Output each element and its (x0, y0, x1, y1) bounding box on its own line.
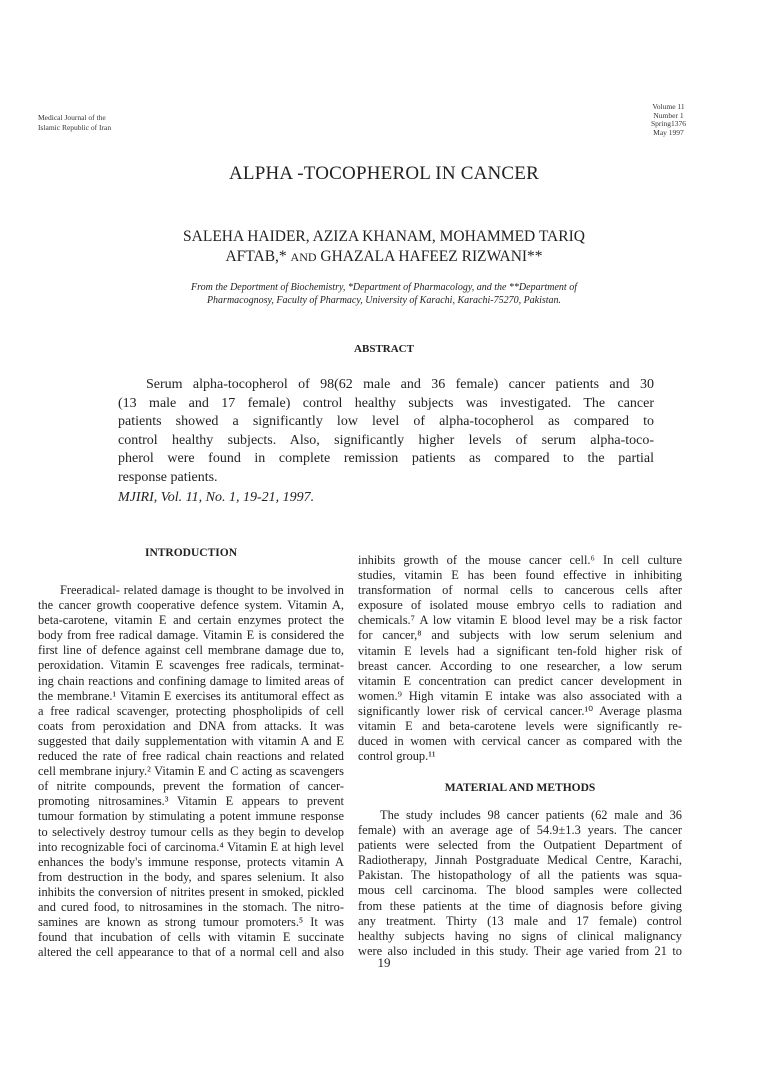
text-line: patients were selected from the Outpatient Department of (358, 838, 682, 853)
text-line: peroxidation. Vitamin E scavenges free radicals, terminat- (38, 658, 344, 673)
text-line: the cancer growth cooperative defence system. Vitamin A, (38, 598, 344, 613)
text-line: were also included in this study. Their age varied from 21 to (358, 943, 682, 958)
text-line: found that incubation of cells with vitamin E succinate (38, 930, 344, 945)
and-word: AND (290, 250, 317, 264)
abstract-line: Serum alpha-tocopherol of 98(62 male and 36 female) cancer patients and 30 (146, 377, 654, 392)
text-line: vitamin E concentration can predict cancer development in (358, 673, 682, 688)
text-line: vitamin E levels had a significant ten-fold higher risk of (358, 643, 682, 658)
number: Number 1 (653, 110, 684, 120)
abstract-line: control healthy subjects. Also, significantly higher levels of serum alpha-toco- (118, 432, 654, 448)
text-line: body from free radical damage. Vitamin E is considered the (38, 628, 344, 643)
paper-title: ALPHA -TOCOPHEROL IN CANCER (229, 163, 539, 184)
text-line: vitamin E and beta-carotene levels were significantly re- (358, 719, 682, 734)
text-line: Freeradical- related damage is thought to be involved in (60, 583, 344, 597)
introduction-column-right (358, 553, 682, 764)
journal-line: Medical Journal of the (38, 113, 106, 122)
text-line: transformation of normal cells to cancerous cells after (358, 583, 682, 598)
text-line: for cancer,⁸ and subjects with low serum selenium and (358, 628, 682, 643)
text-line: significantly lower risk of cervical cancer.¹⁰ Average plasma (358, 703, 682, 718)
text-line: inhibits the conversion of nitrites present in smoked, pickled (38, 884, 344, 899)
season: Spring1376 (650, 119, 686, 128)
text-line: Radiotherapy, Jinnah Postgraduate Medical Centre, Karachi, (358, 853, 682, 868)
abstract-body (118, 376, 654, 507)
affiliation-line: Pharmacognosy, Faculty of Pharmacy, University of Karachi, Karachi-75270, Pakistan. (206, 295, 562, 306)
text-line: Pakistan. The histopathology of all the patients was squa- (358, 868, 682, 883)
text-line: of nitrite compounds, prevent the formation of cancer- (38, 779, 344, 794)
text-line: enhances the body's immune response, protects vitamin A (38, 854, 344, 869)
text-line: chemicals.⁷ A low vitamin E blood level may be a risk factor (358, 613, 682, 628)
introduction-heading: INTRODUCTION (144, 547, 237, 559)
author: GHAZALA HAFEEZ RIZWANI** (316, 248, 543, 265)
page-number: 19 (377, 955, 391, 970)
abstract-heading: ABSTRACT (354, 343, 414, 355)
journal-line: Islamic Republic of Iran (38, 123, 112, 132)
methods-heading: MATERIAL AND METHODS (444, 782, 596, 794)
text-line: reduced the rate of free radical chain reactions and related (38, 749, 344, 764)
text-line: altered the cell appearance to that of a normal cell and also (38, 945, 344, 960)
text-line: and cured food, to nitrosamines in the stomach. The nitro- (38, 899, 344, 914)
date: May 1997 (653, 127, 684, 137)
citation: MJIRI, Vol. 11, No. 1, 19-21, 1997. (118, 489, 315, 505)
text-line: tumour formation by stimulating a potent immune response (38, 809, 344, 824)
text-line: beta-carotene, vitamin E and certain enzymes protect the (38, 613, 344, 628)
text-line: from destruction in the body, and spares selenium. It also (38, 869, 344, 884)
abstract-line: patients showed a significantly low level of alpha-tocopherol as compared to (118, 414, 654, 430)
abstract-line: (13 male and 17 female) control healthy subjects was investigated. The cancer (118, 395, 654, 411)
authors-line: SALEHA HAIDER, AZIZA KHANAM, MOHAMMED TARIQ (183, 228, 585, 245)
affiliation-line: From the Deportment of Biochemistry, *Department of Pharmacology, and the **Department of (191, 282, 577, 293)
introduction-column-left (38, 583, 344, 960)
issue-info (651, 103, 686, 137)
text-line: first line of defence against cell membrane damage due to, (38, 643, 344, 658)
text-line: studies, vitamin E has been found effective in inhibiting (358, 568, 682, 583)
text-line: female) with an average age of 54.9±1.3 years. The cancer (358, 823, 682, 838)
author: AFTAB,* (225, 248, 291, 265)
authors (0, 227, 768, 267)
methods-body (358, 808, 682, 959)
text-line: into recognizable foci of carcinoma.⁴ Vitamin E at high level (38, 839, 344, 854)
text-line: women.⁹ High vitamin E intake was also associated with a (358, 688, 682, 703)
affiliation (0, 281, 768, 307)
text-line: coats from peroxidation and DNA from attacks. It was (38, 718, 344, 733)
text-line: inhibits growth of the mouse cancer cell.⁶ In cell culture (358, 553, 682, 567)
abstract-line: response patients. (118, 469, 218, 485)
text-line: healthy subjects having no signs of clinical malignancy (358, 928, 682, 943)
text-line: cell membrane injury.² Vitamin E and C acting as scavengers (38, 764, 344, 779)
journal-name (38, 113, 111, 133)
volume: Volume 11 (652, 102, 685, 111)
text-line: from these patients at the time of diagnosis before giving (358, 898, 682, 913)
abstract-line: pherol were found in complete remission patients as compared to the partial (118, 451, 654, 467)
text-line: mous cell carcinoma. The blood samples were collected (358, 883, 682, 898)
text-line: any treatment. Thirty (13 male and 17 female) control (358, 913, 682, 928)
text-line: samines are known as strong tumour promoters.⁵ It was (38, 915, 344, 930)
text-line: exposure of isolated mouse embryo cells to radiation and (358, 598, 682, 613)
text-line: promoting nitrosamines.³ Vitamin E appears to prevent (38, 794, 344, 809)
text-line: duced in women with cervical cancer as compared with the (358, 734, 682, 749)
text-line: suggested that daily supplementation with vitamin A and E (38, 733, 344, 748)
text-line: a free radical scavenger, protecting phospholipids of cell (38, 703, 344, 718)
text-line: ing chain reactions and confining damage to limited areas of (38, 673, 344, 688)
text-line: the membrane.¹ Vitamin E exercises its antitumoral effect as (38, 688, 344, 703)
text-line: control group.¹¹ (358, 749, 436, 764)
text-line: breast cancer. According to one researcher, a low serum (358, 658, 682, 673)
authors-line (0, 247, 768, 267)
text-line: The study includes 98 cancer patients (62 male and 36 (380, 808, 682, 822)
text-line: to selectively destroy tumour cells as they begin to develop (38, 824, 344, 839)
